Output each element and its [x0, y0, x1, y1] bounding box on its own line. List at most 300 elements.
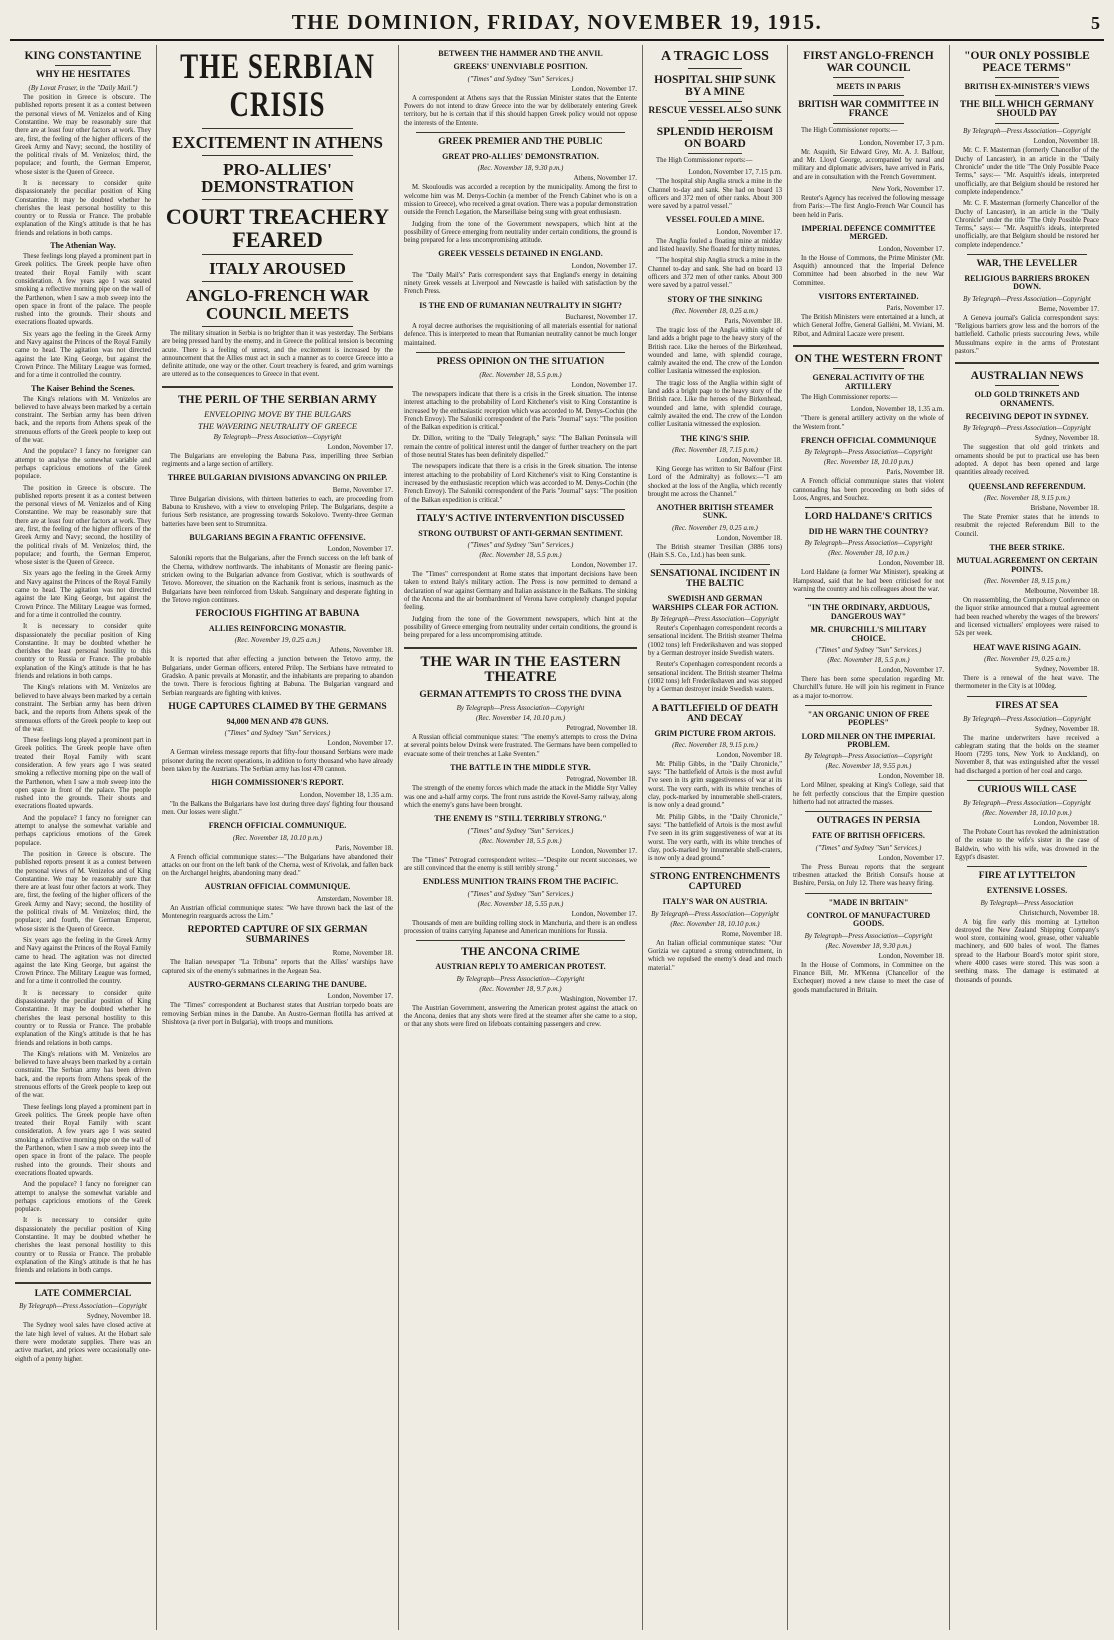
article-paragraph: And the populace? I fancy no foreigner can attempt to analyse the somewhat variable and perhaps capricious emotions of the Greek populace.: [15, 814, 151, 847]
article-paragraph: These feelings long played a prominent part in Greek politics. The Greek people have often treated their Royal Family with scant consideration. A few years ago I was seated smoking a reflective morning pipe on the wall of the Parthenon, when I saw a mob sweep into the open space in front of the palace. The people rushed into the grounds. Their shouts and execrations floated upwards.: [15, 253, 151, 327]
dateline: London, November 17.: [327, 992, 393, 1001]
received-line: (Rec. November 18, 9.30 p.m.): [477, 164, 564, 173]
article-paragraph: Saloniki reports that the Bulgarians, after the French success on the left bank of the Cherna, withdrew northwards. The inhabitants of Monastir are fleeing panic-stricken owing to the Bulgarian advance from Gostivar, which is southwards of Tetovo. Moreover, the situation on the Kachanik front is serious, inasmuch as the Bulgarians have been reinforced from Uskub. Sanguinary and desperate fighting in the Tetovo region continues.: [162, 555, 393, 604]
credit-line: By Telegraph—Press Association—Copyright: [456, 704, 585, 712]
headline: "MADE IN BRITAIN": [828, 897, 909, 907]
article-paragraph: M. Skouloudis was accorded a reception by the municipality. Among the first to welcome him was M. Denys-Cochin (a member of the French Cabinet who is on a mission to Greece), who received a great ovation. There was a popular demonstration outside the French Legation, the Marseillaise being sung with great enthusiasm.: [404, 184, 637, 217]
credit-line: By Telegraph—Press Association—Copyright: [963, 799, 1091, 808]
headline: HEAT WAVE RISING AGAIN.: [973, 642, 1081, 652]
article-paragraph: Mr. C. F. Masterman (formerly Chancellor of the Duchy of Lancaster), in an article in the "Daily Chronicle" under the title "The Only Possible Peace Terms," says:— "Mr. Asquith's ideals, interpreted unofficially, are that Belgium should be restored her complete independence.": [955, 200, 1099, 249]
headline: BULGARIANS BEGIN A FRANTIC OFFENSIVE.: [189, 532, 366, 542]
divider: [833, 95, 904, 96]
article-paragraph: The newspapers indicate that there is a crisis in the Greek situation. The intense interest attaching to the probability of Lord Kitchener's visit to King Constantine is increased by the enthusiastic reception which was accorded to M. Denys-Cochin (the French Envoy). The Saloniki correspondent of the Paris "Journal" says: "The position of the Balkan expedition is critical.": [404, 390, 637, 432]
article-paragraph: In the House of Commons, in Committee on the Finance Bill, Mr. M'Kenna (Chancellor of the Exchequer) moved a new clause to meet the case of goods manufactured in Britain.: [793, 961, 944, 994]
article-paragraph: It is reported that after effecting a junction between the Tetovo army, the Bulgarians, under German officers, entered Prilep. The Serbians have retreated to Gradsko. A panic prevails at Monastir, and the inhabitants are preparing to abandon the town. There is ferocious fighting at Babuna. The Bulgarian vanguard and Serbian rearguards are fighting with knives.: [162, 656, 393, 697]
received-line: (Rec. November 18, 9.15 p.m.): [984, 494, 1070, 503]
headline: CONTROL OF MANUFACTURED GOODS.: [806, 910, 931, 929]
headline: MUTUAL AGREEMENT ON CERTAIN POINTS.: [956, 556, 1098, 574]
divider: [202, 326, 353, 327]
headline: 94,000 MEN AND 478 GUNS.: [226, 716, 329, 726]
dateline: New York, November 17.: [872, 184, 944, 193]
dateline: Brisbane, November 18.: [1030, 504, 1099, 513]
headline: THE ANCONA CRIME: [461, 946, 580, 959]
divider: [967, 696, 1087, 697]
article-paragraph: The King's relations with M. Venizelos are believed to have always been marked by a certain constraint. The Serbian army has been driven back, and the reports from Athens speak of the strenuous efforts of the Greek people to keep out of the war.: [15, 684, 151, 733]
article-paragraph: A French official communique states that violent cannonading has been proceeding on both sides of Loos, Angres, and Souchez.: [793, 478, 944, 502]
received-line: (Rec. November 18, 9.55 p.m.): [825, 762, 912, 771]
dateline: Melbourne, November 18.: [1024, 587, 1099, 596]
headline: IMPERIAL DEFENCE COMMITTEE MERGED.: [801, 223, 936, 242]
credit-line: By Telegraph—Press Association—Copyright: [456, 974, 585, 983]
article-paragraph: Lord Haldane (a former War Minister), speaking at Hampstead, said that he had been criticised for not warning the country and his colleagues about the war.: [793, 569, 944, 594]
divider: [805, 811, 932, 812]
headline: ITALY AROUSED: [209, 259, 346, 279]
headline: THE BEER STRIKE.: [989, 542, 1065, 552]
dateline: London, November 18.: [716, 455, 782, 464]
dateline: London, November 17.: [327, 545, 393, 554]
article-paragraph: And the populace? I fancy no foreigner can attempt to analyse the somewhat variable and perhaps capricious emotions of the Greek populace.: [15, 448, 151, 481]
headline: WAR, THE LEVELLER: [976, 259, 1078, 270]
headline: IS THE END OF RUMANIAN NEUTRALITY IN SIGHT?: [419, 300, 622, 310]
masthead-title: THE DOMINION, FRIDAY, NOVEMBER 19, 1915.: [291, 10, 823, 34]
article-paragraph: The British steamer Tresilian (3886 tons) (Hain S.S. Co., Ltd.) has been sunk.: [648, 543, 782, 560]
divider: [202, 281, 353, 282]
divider: [660, 867, 770, 868]
headline: FATE OF BRITISH OFFICERS.: [812, 831, 925, 841]
article-paragraph: A royal decree authorises the requisitioning of all materials essential for national defence. This is interpreted to mean that Rumanian neutrality cannot be much longer maintained.: [404, 323, 637, 347]
headline: CURIOUS WILL CASE: [977, 785, 1077, 796]
credit-line: By Telegraph—Press Association—Copyright: [963, 127, 1091, 136]
article-paragraph: The "Times" Petrograd correspondent writes:—"Despite our recent successes, we are still convinced that the enemy is still terribly strong.": [404, 856, 637, 872]
divider: [793, 345, 944, 347]
divider: [416, 132, 625, 133]
divider: [995, 385, 1059, 386]
article-paragraph: These feelings long played a prominent part in Greek politics. The Greek people have often treated their Royal Family with scant consideration. A few years ago I was seated smoking a reflective morning pipe on the wall of the Parthenon, when I saw a mob sweep into the open space in front of the palace. The people rushed into the grounds. Their shouts and execrations floated upwards.: [15, 1103, 151, 1177]
article-paragraph: The State Premier states that he intends to resubmit the rejected Referendum Bill to the Council.: [955, 514, 1099, 538]
article-paragraph: It is necessary to consider quite dispassionately the peculiar position of King Constantine. It may be doubted whether he cherishes the least personal hostility to this country or to Russia or France. The probable explanation of the King's attitude is that he has friends and relations in both camps.: [15, 989, 151, 1047]
credit-line: ("Times" and Sydney "Sun" Services.): [467, 541, 574, 550]
article-paragraph: A French official communique states:—"The Bulgarians have abandoned their attacks on our front on the left bank of the Cherna, west of Krivolak, and fallen back on the Archangel heights, abandoning many dead.": [162, 853, 393, 878]
article-paragraph: Reuter's Copenhagen correspondent records a sensational incident. The British steamer Thelma (1002 tons) left Frederikshaven and was stopped by a German destroyer inside Swedish waters.: [648, 661, 782, 694]
article-paragraph: The strength of the enemy forces which made the attack in the Middle Styr Valley was one and a-half army corps. The front runs astride the Kovel-Sarny railway, along which the enemy's guns have been brought.: [404, 785, 637, 809]
divider: [55, 65, 111, 66]
article-paragraph: The Press Bureau reports that the sergeant tribesmen attacked the British Consul's house at Bushire, Persia, on July 12. There was heavy firing.: [793, 863, 944, 888]
headline: COURT TREACHERY FEARED: [165, 204, 390, 253]
article-paragraph: The Austrian Government, answering the American protest against the attack on the Ancona, denies that any shots were fired at the steamer after she came to a stop, or that any shots were fired on lifeboats containing passengers and crew.: [404, 1004, 637, 1029]
dateline: Berne, November 17.: [1038, 304, 1099, 313]
article-paragraph: The suggestion that old gold trinkets and ornaments should be put to practical use has been adopted. A depot has been opened and large quantities already received.: [955, 444, 1099, 477]
column-3: [399, 45, 643, 1630]
divider: [805, 705, 932, 706]
article-paragraph: The Sydney wool sales have closed active at the late high level of values. At the Hobart sale there were moderate supplies. There was an active market, and prices were occasionally one-eighth of a penny higher.: [15, 1322, 151, 1363]
headline: GREEK VESSELS DETAINED IN ENGLAND.: [438, 249, 603, 259]
dateline: London, November 18.: [878, 772, 944, 781]
headline: DID HE WARN THE COUNTRY?: [808, 527, 929, 537]
article-paragraph: King George has written to Sir Balfour (First Lord of the Admiralty) as follows:—"I am shocked at the loss of the Anglia, which recently brought me across the Channel.": [648, 465, 782, 498]
dateline: Amsterdam, November 18.: [316, 894, 393, 903]
credit-line: By Telegraph—Press Association—Copyright: [963, 714, 1091, 723]
headline: BRITISH EX-MINISTER'S VIEWS: [964, 82, 1090, 92]
headline: "OUR ONLY POSSIBLE PEACE TERMS": [964, 50, 1090, 75]
dateline: London, November 17.: [878, 665, 944, 674]
column-2: [157, 45, 399, 1630]
headline: GREEKS' UNENVIABLE POSITION.: [453, 62, 588, 72]
page-number: 5: [1091, 13, 1100, 33]
article-paragraph: The position in Greece is obscure. The published reports present it as a contest between the personal views of M. Venizelos and of King Constantine. We may be reasonably sure that there are at least four other factors at work. They are, first, the feeling of the higher officers of the Greek Army and Navy; second, the hostility of the political rivals of M. Venizelos; third, the populace; and fourth, the German Emperor, whose sister is the Queen of Greece.: [15, 850, 151, 933]
column-6: [950, 45, 1104, 1630]
received-line: (Rec. November 18, 10.10 p.m.): [982, 809, 1072, 818]
article-paragraph: The "Times" correspondent at Bucharest states that Austrian torpedo boats are removing Serbian mines in the Danube. An Austro-German flotilla has arrived at Shishtova (a river port in Bulgaria), with troops and munitions.: [162, 1002, 393, 1026]
headline: THE BATTLE IN THE MIDDLE STYR.: [450, 762, 591, 772]
article-paragraph: Six years ago the feeling in the Greek Army and Navy against the Princes of the Royal Family came to head. The agitation was not directed against the late King George, but against the Crown Prince. The Military League was formed, and for a time it controlled the country.: [15, 936, 151, 986]
headline: SPLENDID HEROISM ON BOARD: [656, 125, 774, 150]
article-paragraph: The Probate Court has revoked the administration of the estate to the wife's sister in the case of Baldwin, who with his wife, was drowned in the Egypt's disaster.: [955, 829, 1099, 861]
received-line: (Rec. November 18, 10.10 p.m.): [823, 458, 914, 467]
dateline: London, November 17.: [571, 380, 637, 389]
divider: [805, 507, 932, 508]
dateline: London, November 18.: [878, 951, 944, 960]
headline: BRITISH WAR COMMITTEE IN FRANCE: [798, 99, 939, 120]
dateline: London, November 18.: [1033, 137, 1099, 146]
divider: [202, 155, 353, 156]
dateline: Sydney, November 18.: [1034, 665, 1099, 673]
article-paragraph: The British Ministers were entertained at a lunch, at which General Joffre, General Galliéni, M. Viviani, M. Ribot, and Admiral Lacaze were present.: [793, 314, 944, 338]
dateline: Paris, November 17.: [886, 304, 944, 313]
headline: "IN THE ORDINARY, ARDUOUS, DANGEROUS WAY": [807, 603, 930, 621]
headline: ITALY'S WAR ON AUSTRIA.: [662, 897, 768, 907]
dateline: London, November 17.: [327, 739, 393, 748]
dateline: Rome, November 18.: [721, 929, 782, 938]
headline-kicker: KING CONSTANTINE: [24, 50, 142, 62]
headline: QUEENSLAND REFERENDUM.: [968, 481, 1086, 491]
dateline: Paris, November 18.: [724, 316, 782, 325]
headline: GERMAN ATTEMPTS TO CROSS THE DVINA: [419, 690, 622, 701]
article-paragraph: On reassembling, the Compulsory Conference on the liquor strike announced that a mutual agreement had been reached whereby the wages of the brewers' and licensed victuallers' employees were raised to 52s per week.: [955, 597, 1099, 638]
headline: "AN ORGANIC UNION OF FREE PEOPLES": [807, 709, 930, 728]
headline: GREEK PREMIER AND THE PUBLIC: [438, 136, 603, 147]
dateline: London, November 18, 1.35 a.m.: [299, 790, 393, 799]
headline: LATE COMMERCIAL: [34, 1288, 132, 1299]
credit-line: By Telegraph—Press Association—Copyright: [804, 539, 933, 548]
received-line: (Rec. November 19, 0.25 a.m.): [672, 523, 758, 532]
subheadline: ENVELOPING MOVE BY THE BULGARS: [204, 408, 351, 419]
dateline: London, November 18.: [878, 559, 944, 568]
divider: [660, 699, 770, 700]
headline: AUSTRO-GERMANS CLEARING THE DANUBE.: [188, 980, 367, 989]
credit-line: By Telegraph—Press Association—Copyright: [804, 752, 933, 761]
received-line: (Rec. November 18, 7.15 p.m.): [672, 445, 758, 454]
received-line: (Rec. November 18, 5.55 p.m.): [477, 899, 564, 908]
divider: [416, 940, 625, 941]
headline: OUTRAGES IN PERSIA: [816, 816, 921, 827]
article-paragraph: A Russian official communique states: "The enemy's attempts to cross the Dvina at several points below Dvinsk were frustrated. The Germans have been compelled to evacuate some of their trenches at Lake Sventen.": [404, 734, 637, 758]
headline: VESSEL FOULED A MINE.: [665, 215, 765, 225]
received-line: (Rec. November 18, 9.30 p.m.): [825, 941, 912, 950]
divider: [688, 101, 742, 102]
credit-line: By Telegraph—Press Association—Copyright: [804, 931, 933, 940]
headline: FRENCH OFFICIAL COMMUNIQUE: [800, 435, 937, 445]
dateline: London, November 17.: [571, 909, 637, 918]
divider: [202, 199, 353, 200]
article-paragraph: The tragic loss of the Anglia within sight of land adds a bright page to the heavy story of the British race. Like the heroes of the Birkenhead, wounded and lame, with splendid courage, calmly awaited the end. The crew of the London collier Lusitania witnessed the explosion.: [648, 326, 782, 376]
headline: A BATTLEFIELD OF DEATH AND DECAY: [651, 703, 779, 724]
headline: PRESS OPINION ON THE SITUATION: [436, 356, 605, 367]
article-paragraph: The military situation in Serbia is no brighter than it was yesterday. The Serbians are being pressed hard by the enemy, and in Greece the political tension is becoming acute. There is a feeling of unrest, and the excitement is increased by the announcement that the Allies must act in such a manner as to coerce Greece into a definite attitude, one way or the other. Court treachery is feared, and grim warnings are uttered as to the consequences to Greece in that event.: [162, 329, 393, 379]
article-paragraph: Mr. Asquith, Sir Edward Grey, Mr. A. J. Balfour, and Mr. Lloyd George, accompanied by naval and military and diplomatic advisers, have arrived in Paris, and are in consultation with the French Government.: [793, 148, 944, 181]
headline: GENERAL ACTIVITY OF THE ARTILLERY: [812, 373, 925, 391]
headline: A TRAGIC LOSS: [661, 49, 769, 64]
article-paragraph: The King's relations with M. Venizelos are believed to have always been marked by a certain constraint. The Serbian army has been driven back, and the reports from Athens speak of the strenuous efforts of the Greek people to keep out of the war.: [15, 1050, 151, 1100]
dateline: Petrograd, November 18.: [566, 724, 637, 732]
article-paragraph: A German wireless message reports that fifty-four thousand Serbians were made prisoner during the recent operations, in addition to forty thousand who have already been taken by the Austrians. The Serbian army has lost 478 cannon.: [162, 749, 393, 773]
credit-line: ("Times" and Sydney "Sun" Services.): [467, 74, 574, 83]
headline: STRONG OUTBURST OF ANTI-GERMAN SENTIMENT.: [418, 528, 623, 538]
article-paragraph: The Italian newspaper "La Tribuna" reports that the Allies' warships have captured six of the enemy's submarines in the Aegean Sea.: [162, 959, 393, 975]
headline: ANOTHER BRITISH STEAMER SUNK.: [656, 503, 774, 521]
dateline: London, November 18.: [1033, 819, 1099, 828]
dateline: Christchurch, November 18.: [1019, 908, 1099, 917]
headline: FEROCIOUS FIGHTING AT BABUNA: [195, 609, 360, 620]
dateline: Sydney, November 18.: [86, 1312, 151, 1321]
article-paragraph: The position in Greece is obscure. The published reports present it as a contest between the personal views of M. Venizelos and of King Constantine. We may be reasonably sure that there are at least four other factors at work. They are, first, the feeling of the higher officers of the Greek Army and Navy; second, the hostility of the political rivals of M. Venizelos; third, the populace; and fourth, the German Emperor, whose sister is the Queen of Greece.: [15, 484, 151, 567]
article-paragraph: Judging from the tone of the Government newspapers, which hint at the possibility of Greece emerging from neutrality under certain conditions, the ground is being prepared for a less uncompromising attitude.: [404, 220, 637, 245]
article-paragraph: It is necessary to consider quite dispassionately the peculiar position of King Constantine. It may be doubted whether he cherishes the least personal hostility to this country or to Russia or France. The probable explanation of the King's attitude is that he has friends and relations in both camps.: [15, 180, 151, 237]
article-paragraph: "The hospital ship Anglia struck a mine in the Channel to-day and sank. She had on board 13 officers and 372 men of other ranks. About 300 were saved by a patrol vessel.": [648, 178, 782, 211]
received-line: (Rec. November 18, 0.25 a.m.): [672, 306, 758, 315]
dateline: London, November 17.: [878, 244, 944, 253]
received-line: (Rec. November 18, 5.5 p.m.): [479, 836, 562, 845]
dateline: Sydney, November 18.: [1034, 434, 1099, 443]
headline: RELIGIOUS BARRIERS BROKEN DOWN.: [964, 273, 1090, 292]
received-line: (Rec. November 18, 9.7 p.m.): [479, 984, 562, 993]
divider: [202, 128, 353, 129]
dateline: London, November 17.: [571, 261, 637, 270]
dateline: Rome, November 18.: [332, 949, 393, 958]
article-paragraph: Three Bulgarian divisions, with thirteen batteries to each, are proceeding from Babuna to Krushevo, with a view to enveloping Prilep. The Bulgarians, despite a furious Serb resistance, are progressing towards Sokolovo. Twenty-three German batteries have been sent to Strumnitza.: [162, 495, 393, 528]
received-line: (Rec. November 18, 9.15 p.m.): [984, 577, 1070, 586]
received-line: (Rec. November 18, 9.15 p.m.): [672, 740, 758, 749]
dateline: London, November 18, 1.35 a.m.: [850, 405, 944, 414]
divider: [688, 68, 742, 69]
headline: HOSPITAL SHIP SUNK BY A MINE: [654, 73, 776, 98]
divider: [416, 352, 625, 353]
dateline: Paris, November 18.: [886, 468, 944, 477]
article-paragraph: An Austrian official communique states: "We have thrown back the last of the Montenegrin rearguards across the Lim.": [162, 904, 393, 921]
divider: [967, 866, 1087, 867]
headline: FIRES AT SEA: [995, 700, 1059, 711]
byline: (By Lovat Fraser, in the "Daily Mail."): [28, 84, 138, 93]
headline: RECEIVING DEPOT IN SYDNEY.: [965, 412, 1089, 422]
headline: STRONG ENTRENCHMENTS CAPTURED: [649, 872, 781, 893]
divider: [995, 123, 1059, 124]
dateline: London, November 17.: [327, 442, 393, 451]
article-paragraph: Six years ago the feeling in the Greek Army and Navy against the Princes of the Royal Family came to head. The agitation was not directed against the late King George, but against the Crown Prince. The Military League was formed, and for a time it controlled the country.: [15, 330, 151, 380]
headline: WHY HE HESITATES: [35, 70, 131, 81]
divider: [955, 362, 1099, 364]
headline: THREE BULGARIAN DIVISIONS ADVANCING ON PRILEP.: [167, 473, 388, 483]
credit-line: ("Times" and Sydney "Sun" Services.): [815, 645, 922, 654]
article-paragraph: And the populace? I fancy no foreigner can attempt to analyse the somewhat variable and perhaps capricious emotions of the Greek populace.: [15, 1181, 151, 1214]
dateline: Paris, November 18.: [335, 843, 393, 852]
divider: [995, 95, 1059, 96]
article-paragraph: There has been some speculation regarding Mr. Churchill's future. He will join his regiment in France as a major to-morrow.: [793, 675, 944, 700]
received-line: (Rec. November 19, 0.25 a.m.): [234, 636, 321, 645]
headline: STORY OF THE SINKING: [667, 294, 763, 304]
headline: THE PERIL OF THE SERBIAN ARMY: [177, 393, 378, 406]
banner-headline: THE SERBIAN CRISIS: [180, 45, 375, 125]
article-paragraph: It is necessary to consider quite dispassionately the peculiar position of King Constantine. It may be doubted whether he cherishes the least personal hostility to this country or to Russia or France. The probable explanation of the King's attitude is that he has friends and relations in both camps.: [15, 1217, 151, 1275]
article-paragraph: The King's relations with M. Venizelos are believed to have always been marked by a certain constraint. The Serbian army has been driven back, and the reports from Athens speak of the strenuous efforts of the Greek people to keep out of the war.: [15, 395, 151, 445]
article-paragraph: "The hospital ship Anglia struck a mine in the Channel to-day and sank. She had on board 13 officers and 372 men of other ranks. About 300 were saved by a patrol vessel.": [648, 257, 782, 290]
credit-line: By Telegraph—Press Association—Copyright: [19, 1302, 147, 1311]
subheading: The Kaiser Behind the Scenes.: [31, 383, 135, 393]
divider: [833, 368, 904, 369]
credit-line: By Telegraph—Press Association: [980, 898, 1074, 907]
article-paragraph: Mr. C. F. Masterman (formerly Chancellor of the Duchy of Lancaster), in an article in the "Daily Chronicle" under the title "The Only Possible Peace Terms," says:— "Mr. Asquith's ideals, interpreted unofficially, are that Belgium should be restored her complete independence.": [955, 147, 1099, 196]
credit-line: ("Times" and Sydney "Sun" Services.): [467, 889, 574, 898]
headline: PRO-ALLIES' DEMONSTRATION: [201, 159, 354, 197]
headline: LORD MILNER ON THE IMPERIAL PROBLEM.: [801, 731, 936, 749]
article-paragraph: Reuter's Copenhagen correspondent records a sensational incident. The British steamer Thelma (1002 tons) left Frederikshaven and was stopped by a German destroyer inside Swedish waters.: [648, 625, 782, 658]
subheading: The Athenian Way.: [50, 241, 116, 251]
columns: [10, 45, 1104, 1630]
dateline: London, November 17.: [716, 227, 782, 236]
headline: FIRE AT LYTTELTON: [978, 871, 1076, 882]
received-line: (Rec. November 18, 10.10 p.m.): [232, 833, 323, 842]
received-line: (Rec. November 18, 5.5 p.m.): [479, 370, 562, 379]
dateline: Washington, November 17.: [560, 994, 637, 1003]
article-paragraph: Six years ago the feeling in the Greek Army and Navy against the Princes of the Royal Family came to head. The agitation was not directed against the late King George, but against the Crown Prince. The Military League was formed, and for a time it controlled the country.: [15, 570, 151, 619]
article-paragraph: There is a renewal of the heat wave. The thermometer in the City is at 100deg.: [955, 675, 1099, 691]
headline: HUGE CAPTURES CLAIMED BY THE GERMANS: [168, 701, 387, 712]
article-paragraph: The marine underwriters have received a cablegram stating that the holds on the steamer Hoorn (7295 tons, New York to Auckland), on November 8, that was extinguished after the vessel had discharged a portion of her coal and cargo.: [955, 734, 1099, 775]
credit-line: ("Times" and Sydney "Sun" Services.): [467, 826, 574, 835]
headline: MEETS IN PARIS: [836, 82, 901, 92]
dateline: Athens, November 18.: [329, 646, 393, 655]
received-line: (Rec. November 14, 10.10 p.m.): [475, 714, 566, 722]
dateline: Bucharest, November 17.: [565, 313, 637, 322]
article-paragraph: These feelings long played a prominent part in Greek politics. The Greek people have often treated their Royal Family with scant consideration. A few years ago I was seated smoking a reflective morning pipe on the wall of the Parthenon, when I saw a mob sweep into the open space in front of the palace. The people rushed into the grounds. Their shouts and execrations floated upwards.: [15, 737, 151, 811]
article-paragraph: The tragic loss of the Anglia within sight of land adds a bright page to the heavy story of the British race. Like the heroes of the Birkenhead, wounded and lame, with splendid courage, calmly awaited the end. The crew of the London collier Lusitania witnessed the explosion.: [648, 379, 782, 429]
dateline: London, November 17.: [571, 84, 637, 93]
article-paragraph: A big fire early this morning at Lyttelton destroyed the New Zealand Shipping Company's wool store, containing wool, grease, other valuable machinery, and 600 bales of wool. The flames spread to the Harbour Board's motor spirit store, where 4000 cases were stored. This was soon a seething mass. The damage is estimated at thousands of pounds.: [955, 918, 1099, 984]
divider: [967, 780, 1087, 781]
article-paragraph: Dr. Dillon, writing to the "Daily Telegraph," says: "The Balkan Peninsula will remain the centre of political interest until the danger of further treachery on the part of those neutral States has been definitely dispelled.": [404, 435, 637, 460]
headline: HIGH COMMISSIONER'S REPORT.: [211, 778, 344, 788]
column-5: [788, 45, 950, 1630]
article-paragraph: It is necessary to consider quite dispassionately the peculiar position of King Constantine. It may be doubted whether he cherishes the least personal hostility to this country or to Russia or France. The probable explanation of the King's attitude is that he has friends and relations in both camps.: [15, 623, 151, 681]
divider: [995, 77, 1059, 78]
article-paragraph: Judging from the tone of the Government newspapers, which hint at the possibility of Greece emerging from neutrality under certain conditions, the ground is being prepared for a less uncompromising attitude.: [404, 615, 637, 640]
headline: AUSTRALIAN NEWS: [970, 370, 1084, 383]
headline: VISITORS ENTERTAINED.: [818, 291, 919, 301]
headline: SWEDISH AND GERMAN WARSHIPS CLEAR FOR ACTION.: [651, 594, 779, 612]
headline: LORD HALDANE'S CRITICS: [804, 512, 933, 523]
credit-line: By Telegraph—Press Association—Copyright: [213, 432, 342, 441]
article-paragraph: The position in Greece is obscure. The published reports present it as a contest between the personal views of M. Venizelos and of King Constantine. We may be reasonably sure that there are at least four other factors at work. They are, first, the feeling of the higher officers of the Greek Army and Navy; second, the hostility of the political rivals of M. Venizelos; third, the populace; and fourth, the German Emperor, whose sister is the Queen of Greece.: [15, 94, 151, 176]
article-paragraph: A Geneva journal's Galicia correspondent says: "Religious barriers grow less and the horrors of the battlefield. Catholic priests succouring Jews, while Mussulmans expire in the arms of Protestant pastors.": [955, 314, 1099, 355]
divider: [202, 254, 353, 255]
headline: ANGLO-FRENCH WAR COUNCIL MEETS: [185, 286, 370, 324]
credit-line: By Telegraph—Press Association—Copyright: [804, 448, 933, 457]
article-paragraph: "In the Balkans the Bulgarians have lost during three days' fighting four thousand men. Our losses were slight.": [162, 800, 393, 816]
headline: ENDLESS MUNITION TRAINS FROM THE PACIFIC.: [422, 877, 619, 887]
dateline: Petrograd, November 18.: [566, 775, 637, 784]
received-line: (Rec. November 18, 5.5 p.m.): [827, 655, 910, 664]
article-paragraph: The "Daily Mail's" Paris correspondent says that England's energy in detaining ninety Greek vessels at Liverpool and Newcastle is hailed with satisfaction by the French Press.: [404, 271, 637, 296]
dateline: London, November 18.: [716, 750, 782, 759]
divider: [660, 564, 770, 565]
headline: ON THE WESTERN FRONT: [794, 353, 943, 366]
column-1: [10, 45, 157, 1630]
credit-line: ("Times" and Sydney "Sun" Services.): [224, 729, 331, 738]
headline: REPORTED CAPTURE OF SIX GERMAN SUBMARINES: [187, 925, 368, 946]
dateline: London, November 17.: [571, 846, 637, 855]
subheadline: THE WAVERING NEUTRALITY OF GREECE: [197, 420, 358, 431]
divider: [805, 598, 932, 599]
dateline: London, November 17.: [878, 853, 944, 862]
headline: OLD GOLD TRINKETS AND ORNAMENTS.: [974, 390, 1080, 408]
divider: [833, 77, 904, 78]
headline: EXTENSIVE LOSSES.: [986, 886, 1068, 896]
received-line: (Rec. November 18, 10 p.m.): [828, 549, 909, 558]
credit-line: ("Times" and Sydney "Sun" Services.): [815, 843, 922, 852]
column-4: [643, 45, 788, 1630]
article-paragraph: Reuter's Agency has received the following message from Paris:—The first Anglo-French War Council has been held in Paris.: [793, 194, 944, 219]
dateline: Berne, November 17.: [332, 485, 393, 494]
article-paragraph: Mr. Philip Gibbs, in the "Daily Chronicle," says: "The battlefield of Artois is the most awful I've seen in its grim suggestiveness of war at its worst. The very earth, with its white trenches of clay, pock-marked by innumerable shell-craters, is now only a dead ground.": [648, 760, 782, 810]
headline: BETWEEN THE HAMMER AND THE ANVIL: [438, 49, 603, 58]
masthead: [10, 8, 1104, 41]
article-paragraph: The High Commissioner reports:—: [656, 156, 753, 164]
dateline: London, November 18.: [716, 533, 782, 542]
credit-line: By Telegraph—Press Association—Copyright: [963, 294, 1091, 303]
received-line: (Rec. November 19, 0.25 a.m.): [984, 655, 1070, 663]
headline: FRENCH OFFICIAL COMMUNIQUE.: [208, 821, 347, 831]
credit-line: By Telegraph—Press Association—Copyright: [651, 615, 779, 624]
article-paragraph: "There is general artillery activity on the whole of the Western front.": [793, 415, 944, 431]
divider: [805, 893, 932, 894]
article-paragraph: The High Commissioner reports:—: [801, 393, 898, 401]
divider: [688, 120, 742, 121]
article-paragraph: An Italian official communique states: "Our Gorizia we captured a strong entrenchment, in which we repulsed the enemy's dead and much material.": [648, 939, 782, 972]
divider: [162, 386, 393, 388]
headline: AUSTRIAN OFFICIAL COMMUNIQUE.: [204, 882, 351, 892]
divider: [416, 509, 625, 510]
headline: ALLIES REINFORCING MONASTIR.: [208, 624, 347, 634]
dateline: London, November 17.: [571, 561, 637, 570]
credit-line: By Telegraph—Press Association—Copyright: [651, 909, 779, 918]
dateline: Athens, November 17.: [573, 174, 637, 183]
received-line: (Rec. November 18, 5.5 p.m.): [479, 551, 562, 560]
article-paragraph: Lord Milner, speaking at King's College, said that he felt perfectly conscious that the Empire question hitherto had not attracted the masses.: [793, 782, 944, 806]
headline: RESCUE VESSEL ALSO SUNK: [648, 105, 782, 116]
article-paragraph: In the House of Commons, the Prime Minister (Mr. Asquith) announced that the Imperial Defence Committee had been absorbed in the new War Committee.: [793, 254, 944, 287]
headline: SENSATIONAL INCIDENT IN THE BALTIC: [650, 569, 780, 590]
headline: THE ENEMY IS "STILL TERRIBLY STRONG.": [434, 814, 607, 824]
headline: EXCITEMENT IN ATHENS: [172, 132, 383, 152]
headline: GRIM PICTURE FROM ARTOIS.: [654, 728, 776, 738]
divider: [833, 123, 904, 124]
article-paragraph: The Anglia fouled a floating mine at midday and listed heavily. She floated for thirty minutes.: [648, 237, 782, 254]
article-paragraph: Mr. Philip Gibbs, in the "Daily Chronicle," says: "The battlefield of Artois is the most awful I've seen in its grim suggestiveness of war at its worst. The very earth, with its white trenches of clay, pock-marked by innumerable shell-craters, is now only a dead ground.": [648, 813, 782, 863]
headline: MR. CHURCHILL'S MILITARY CHOICE.: [810, 625, 927, 643]
headline: GREAT PRO-ALLIES' DEMONSTRATION.: [442, 151, 599, 161]
credit-line: By Telegraph—Press Association—Copyright: [963, 424, 1091, 433]
divider: [404, 647, 637, 649]
headline: AUSTRIAN REPLY TO AMERICAN PROTEST.: [435, 962, 606, 972]
article-paragraph: The High Commissioner reports:—: [801, 127, 898, 135]
